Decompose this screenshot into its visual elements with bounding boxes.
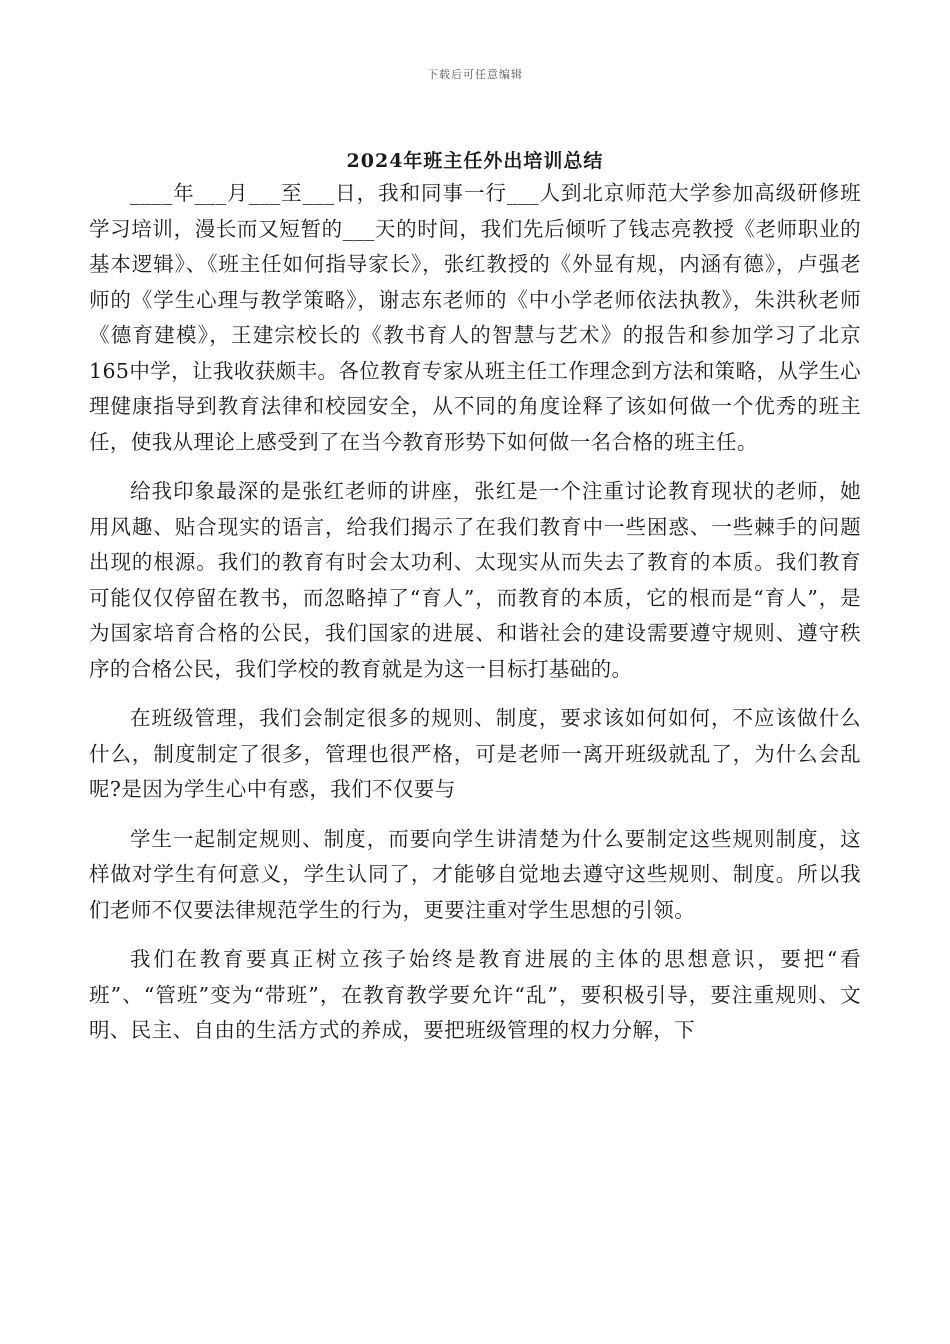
paragraph-4: 学生一起制定规则、制度，而要向学生讲清楚为什么要制定这些规则制度，这样做对学生有何意义，学生认同了，才能够自觉地去遵守这些规则、制度。所以我们老师不仅要法律规范学生的行为，更要注重对学生思想的引领。 <box>89 826 861 922</box>
page-title: 2024年班主任外出培训总结 <box>346 150 604 172</box>
document-body <box>89 176 861 1063</box>
paragraph-2: 给我印象最深的是张红老师的讲座，张红是一个注重讨论教育现状的老师，她用风趣、贴合现实的语言，给我们揭示了在我们教育中一些困惑、一些棘手的问题出现的根源。我们的教育有时会太功利、太现实从而失去了教育的本质。我们教育可能仅仅停留在教书，而忽略掉了“育人”，而教育的本质，它的根而是“育人”，是为国家培育合格的公民，我们国家的进展、和谐社会的建设需要遵守规则、遵守秩序的合格公民，我们学校的教育就是为这一目标打基础的。 <box>89 479 861 681</box>
paragraph-5: 我们在教育要真正树立孩子始终是教育进展的主体的思想意识，要把“看班”、“管班”变为“带班”，在教育教学要允许“乱”，要积极引导，要注重规则、文明、民主、自由的生活方式的养成，要把班级管理的权力分解，下 <box>89 947 861 1042</box>
paragraph-3: 在班级管理，我们会制定很多的规则、制度，要求该如何如何，不应该做什么什么，制度制定了很多，管理也很严格，可是老师一离开班级就乱了，为什么会乱呢?是因为学生心中有惑，我们不仅要与 <box>89 706 861 801</box>
header-note: 下载后可任意编辑 <box>427 68 523 81</box>
paragraph-1: ____年___月___至___日，我和同事一行___人到北京师范大学参加高级研修班学习培训，漫长而又短暂的___天的时间，我们先后倾听了钱志亮教授《老师职业的基本逻辑》、《班主任如何指导家长》，张红教授的《外显有规，内涵有德》，卢强老师的《学生心理与教学策略》，谢志东老师的《中小学老师依法执教》，朱洪秋老师《德育建模》，王建宗校长的《教书育人的智慧与艺术》的报告和参加学习了北京165中学，让我收获颇丰。各位教育专家从班主任工作理念到方法和策略，从学生心理健康指导到教育法律和校园安全，从不同的角度诠释了该如何做一个优秀的班主任，使我从理论上感受到了在当今教育形势下如何做一名合格的班主任。 <box>89 181 861 454</box>
